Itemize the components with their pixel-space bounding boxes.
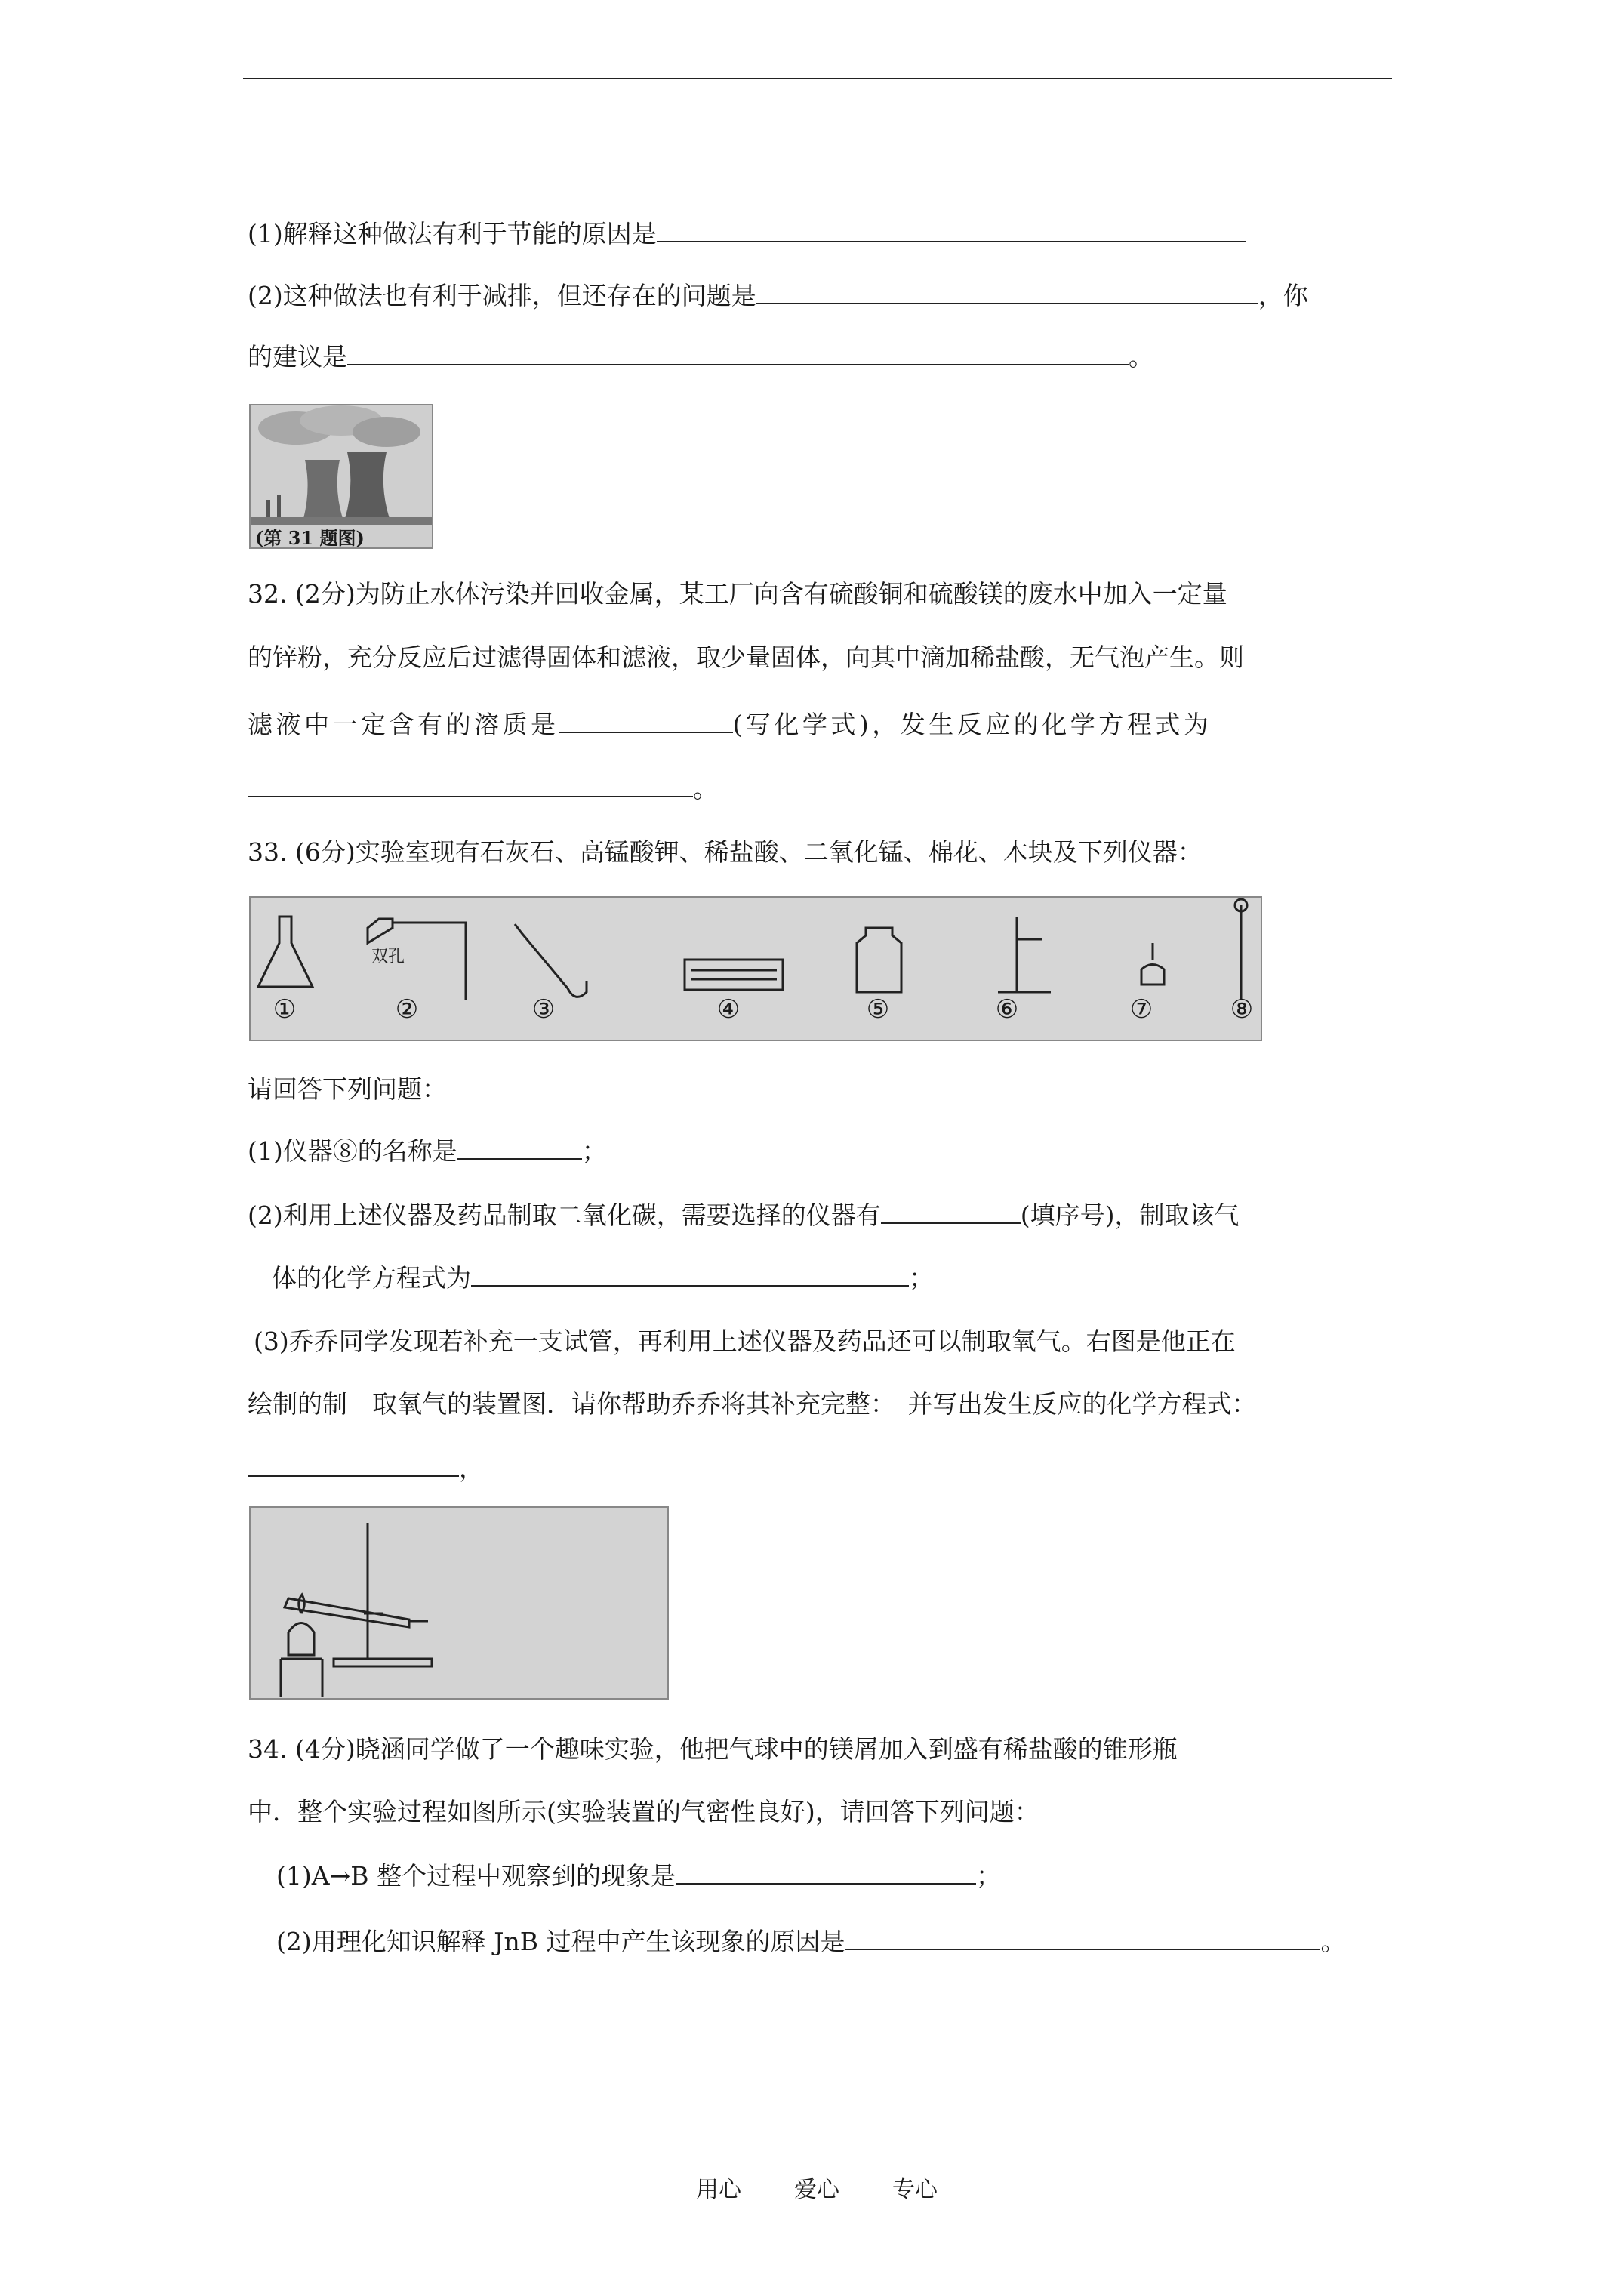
q31-part1: (1)解释这种做法有利于节能的原因是	[248, 215, 1246, 251]
instrument-label-1: ①	[273, 994, 297, 1025]
q31-part2-suggestion: 的建议是 。	[248, 338, 1153, 374]
footer-text-1: 用心	[696, 2177, 741, 2203]
q33-line1: 33. (6分)实验室现有石灰石、高锰酸钾、稀盐酸、二氧化锰、棉花、木块及下列仪器：	[248, 837, 1203, 867]
instrument-label-8: ⑧	[1230, 994, 1254, 1025]
answer-blank[interactable]	[657, 215, 1246, 242]
q33-part3-line1: (3)乔乔同学发现若补充一支试管，再利用上述仪器及药品还可以制取氧气。右图是他正在	[254, 1327, 1236, 1356]
instrument-label-3: ③	[531, 994, 556, 1025]
instrument-label-5: ⑤	[866, 994, 890, 1025]
q33-part3-line3: ，	[248, 1450, 484, 1485]
figure-caption: (第 31 题图)	[255, 527, 365, 549]
answer-blank[interactable]	[347, 338, 1129, 365]
instrument-label-7: ⑦	[1129, 994, 1153, 1025]
q32-line1: 32. (2分)为防止水体污染并回收金属，某工厂向含有硫酸铜和硫酸镁的废水中加入一定量	[248, 579, 1227, 609]
instrument-label-4: ④	[716, 994, 741, 1025]
oxygen-apparatus-figure	[249, 1506, 669, 1700]
footer-text-2: 爱心	[794, 2177, 839, 2203]
q33-part1: (1)仪器⑧的名称是 ；	[248, 1133, 607, 1168]
answer-blank[interactable]	[471, 1259, 909, 1287]
q33-part3-line2: 绘制的制 取氧气的装置图．请你帮助乔乔将其补充完整： 并写出发生反应的化学方程式：	[248, 1389, 1257, 1419]
answer-blank[interactable]	[676, 1857, 976, 1885]
stopper-label: 双孔	[371, 948, 405, 966]
answer-blank[interactable]	[248, 770, 693, 797]
q31-part2: (2)这种做法也有利于减排，但还存在的问题是 ，你	[248, 277, 1308, 313]
answer-blank[interactable]	[559, 706, 733, 733]
instrument-label-2: ②	[395, 994, 419, 1025]
q33-prompt: 请回答下列问题：	[248, 1074, 447, 1104]
q34-part2: (2)用理化知识解释 JnB 过程中产生该现象的原因是 。	[276, 1923, 1345, 1959]
q34-part1: (1)A→B 整个过程中观察到的现象是 ；	[276, 1857, 1001, 1893]
q34-line2: 中．整个实验过程如图所示(实验装置的气密性良好)，请回答下列问题：	[248, 1797, 1039, 1826]
instruments-figure	[249, 896, 1262, 1041]
q33-part2: (2)利用上述仪器及药品制取二氧化碳，需要选择的仪器有 (填序号)，制取该气	[248, 1197, 1240, 1232]
q34-line1: 34. (4分)晓涵同学做了一个趣味实验，他把气球中的镁屑加入到盛有稀盐酸的锥形瓶	[248, 1734, 1178, 1764]
answer-blank[interactable]	[457, 1133, 582, 1160]
q32-line3: 滤液中一定含有的溶质是 (写化学式)，发生反应的化学方程式为	[248, 706, 1212, 741]
answer-blank[interactable]	[845, 1923, 1320, 1950]
q33-part2-equation: 体的化学方程式为 ；	[272, 1259, 934, 1295]
answer-blank[interactable]	[248, 1450, 459, 1477]
instrument-label-6: ⑥	[995, 994, 1019, 1025]
q32-line4: 。	[248, 770, 718, 806]
answer-blank[interactable]	[756, 277, 1258, 304]
q32-line2: 的锌粉，充分反应后过滤得固体和滤液，取少量固体，向其中滴加稀盐酸，无气泡产生。则	[248, 643, 1244, 672]
header-rule	[243, 78, 1392, 79]
cooling-towers-figure	[249, 404, 433, 549]
oxygen-apparatus-drawing	[251, 1508, 667, 1698]
footer-text-3: 专心	[892, 2177, 938, 2203]
answer-blank[interactable]	[881, 1197, 1021, 1224]
